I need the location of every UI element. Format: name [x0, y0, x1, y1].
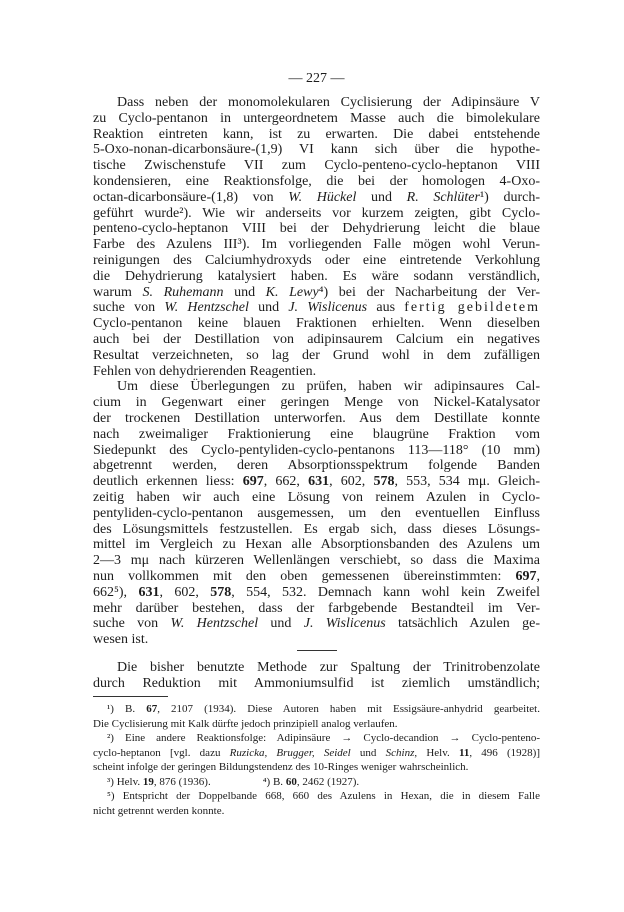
text-run: , Helv. [414, 746, 459, 759]
text-line [93, 221, 540, 237]
footnote-rule [93, 696, 168, 697]
text-run: , 876 (1936). [153, 775, 211, 788]
italic-text-run: R. Schlüter [406, 189, 480, 205]
bold-text-run: 11 [458, 746, 470, 759]
body-text [93, 95, 540, 691]
text-run: ¹) durch- [479, 189, 541, 205]
text-run: ¹) B. [107, 703, 147, 715]
text-line [93, 269, 540, 285]
text-line [93, 569, 540, 585]
text-line [93, 300, 540, 316]
bold-text-run: 631 [308, 474, 330, 490]
paragraph [93, 379, 540, 648]
italic-text-run: J. Wislicenus [288, 300, 368, 316]
italic-text-run: K. Lewy [265, 284, 319, 300]
italic-text-run: J. Wislicenus [303, 616, 386, 632]
text-line [93, 458, 540, 474]
text-run: , 2107 (1934). Diese Autoren haben mit Essigsäure-anhydrid gearbeitet. [157, 703, 540, 715]
text-line [93, 127, 540, 143]
text-line [93, 553, 540, 569]
text-run: , 553, 534 mμ. Gleich- [394, 474, 541, 490]
footnote-line [93, 702, 540, 717]
footnote-line [93, 760, 540, 775]
text-run: cyclo-heptanon [vgl. dazu [93, 746, 230, 759]
text-run: und [223, 284, 266, 300]
text-line [93, 585, 540, 601]
text-line [93, 253, 540, 269]
footnotes [93, 702, 540, 818]
text-line [93, 190, 540, 206]
text-line [93, 427, 540, 443]
text-line [93, 174, 540, 190]
text-line [93, 348, 540, 364]
text-line [93, 443, 540, 459]
bold-text-run: 631 [138, 584, 160, 600]
italic-text-run: W. Hückel [288, 189, 357, 205]
text-run: Fehlen von dehydrierenden Reagentien. [93, 363, 317, 379]
text-run: Cyclo-pentanon keine blauen Fraktionen erhielten. Wenn dieselben [93, 316, 540, 332]
text-run: Resultat verzeichneten, so lag der Grund wohl in dem zufälligen [93, 347, 540, 363]
text-run: ⁵) Entspricht der Doppelbande 668, 660 des Azulens in Hexan, die in diesem Falle [107, 790, 540, 802]
spaced-text-run: fertig gebildetem [404, 300, 540, 316]
bold-text-run: 697 [515, 568, 537, 584]
italic-text-run: Ruzicka, Brugger, Seidel [229, 746, 351, 759]
text-run: des Lösungsmittels festzustellen. Es ergab sich, dass dieses Lösungs- [93, 521, 540, 537]
text-run: , 602, [329, 474, 374, 490]
text-run: abgetrennt werden, deren Absorptionsspektrum folgende Banden [93, 458, 540, 474]
italic-text-run: W. Hentzschel [170, 616, 259, 632]
text-run: , 602, [159, 584, 211, 600]
italic-text-run: S. Ruhemann [142, 284, 224, 300]
italic-text-run: Schinz [385, 746, 415, 759]
text-run: 5-Oxo-nonan-dicarbonsäure-(1,9) VI kann sich über die hypothe- [93, 142, 540, 158]
text-run: , [536, 568, 540, 584]
text-line [93, 506, 540, 522]
text-run: nicht getrennt werden konnte. [93, 804, 225, 817]
text-line [93, 237, 540, 253]
paragraph [93, 95, 540, 379]
text-run: kondensieren, eine Reaktionsfolge, die bei der homologen 4-Oxo- [93, 173, 540, 189]
text-line [93, 158, 540, 174]
bold-text-run: 19 [142, 775, 154, 788]
text-run: auch bei der Destillation von adipinsaurem Calcium ein negatives [93, 331, 540, 347]
text-run: Dass neben der monomolekularen Cyclisierung der Adipinsäure V [117, 95, 540, 110]
text-line [93, 95, 540, 111]
text-run: Um diese Überlegungen zu prüfen, haben wir adipinsaures Cal- [117, 379, 540, 395]
text-run: wesen ist. [93, 632, 149, 648]
text-run: Die Cyclisierung mit Kalk dürfte jedoch prinzipiell analog verlaufen. [93, 717, 398, 730]
text-run: mehr darüber bestehen, dass der farbgebende Bestandteil im Ver- [93, 600, 540, 616]
text-run: , 2462 (1927). [296, 775, 360, 788]
text-run: ³) Helv. [107, 775, 143, 788]
text-run: mittel im Vergleich zu Hexan alle Absorptionsbanden des Azulens um [93, 537, 540, 553]
bold-text-run: 697 [242, 474, 264, 490]
text-line [93, 601, 540, 617]
footnote-line [93, 731, 540, 746]
text-line [93, 285, 540, 301]
text-run: warum [93, 284, 143, 300]
text-run: , 496 (1928)] [469, 746, 540, 759]
text-run: 2—3 mμ nach kürzeren Wellenlängen verschiebt, so dass die Maxima [93, 553, 540, 569]
text-line [93, 206, 540, 222]
text-run: geführt wurde²). Wie wir anderseits vor kurzem zeigten, gibt Cyclo- [93, 205, 540, 221]
text-line [93, 111, 540, 127]
text-run: zu Cyclo-pentanon in untergeordnetem Masse auch die bimolekulare [93, 110, 540, 126]
text-run: octan-dicarbonsäure-(1,8) von [93, 189, 289, 205]
text-line [93, 632, 540, 648]
text-run: und [350, 746, 386, 759]
text-run: tische Zwischenstufe VII zum Cyclo-penteno-cyclo-heptanon VIII [93, 158, 540, 174]
text-run: die Dehydrierung katalysiert haben. Es wäre sodann verständlich, [93, 268, 540, 284]
footnote-line [93, 789, 540, 804]
italic-text-run: W. Hentzschel [164, 300, 249, 316]
text-run: Farbe des Azulens III³). Im vorliegenden Falle mögen wohl Verun- [93, 237, 540, 253]
text-run: Reaktion eintreten kann, ist zu erwarten. Die dabei entstehende [93, 126, 540, 142]
footnote-line [93, 775, 540, 790]
footnote-line [93, 804, 540, 819]
text-line [93, 660, 540, 676]
text-line [93, 676, 540, 692]
section-separator [93, 648, 540, 660]
text-run: pentyliden-cyclo-pentanon ausgemessen, um den eventuellen Einfluss [93, 505, 540, 521]
text-line [93, 316, 540, 332]
text-run: zeitig haben wir auch eine Lösung von reinem Azulen in Cyclo- [93, 489, 540, 505]
text-run: und [356, 189, 407, 205]
text-run: ⁴) bei der Nacharbeitung der Ver- [318, 284, 541, 300]
text-run: , 554, 532. Demnach kann wohl kein Zweifel [231, 584, 541, 600]
text-run: durch Reduktion mit Ammoniumsulfid ist ziemlich umständlich; [93, 675, 540, 691]
text-run: Die bisher benutzte Methode zur Spaltung der Trinitrobenzolate [117, 659, 540, 675]
text-run: und [258, 616, 304, 632]
text-run: Siedepunkt des Cyclo-pentyliden-cyclo-pentanons 113—118° (10 mm) [93, 442, 540, 458]
text-line [93, 395, 540, 411]
text-run: scheint infolge der geringen Bildungstendenz des 10-Ringes weniger wahrscheinlich. [93, 761, 469, 773]
bold-text-run: 578 [373, 474, 395, 490]
text-run: suche von [93, 616, 171, 632]
text-run: nach zweimaliger Fraktionierung eine blaugrüne Fraktion vom [93, 426, 540, 442]
text-line [93, 332, 540, 348]
text-run: ²) Eine andere Reaktionsfolge: Adipinsäure → Cyclo-decandion → Cyclo-penteno- [107, 732, 540, 744]
text-run: nun vollkommen mit den oben gemessenen übereinstimmten: [93, 568, 516, 584]
text-run: tatsächlich Azulen ge- [385, 616, 540, 632]
text-run: , 662, [263, 474, 309, 490]
text-line [93, 490, 540, 506]
footnote-marker: ⁴) B. [262, 775, 286, 788]
text-run: aus [367, 300, 405, 316]
text-line [93, 364, 540, 380]
page-number: — 227 — [288, 71, 345, 86]
text-run: der trockenen Destillation unterworfen. Aus dem Destillate konnte [93, 410, 540, 426]
text-run: penteno-cyclo-heptanon VIII bei der Dehydrierung leicht die blaue [93, 221, 540, 237]
text-line [93, 522, 540, 538]
text-line [93, 142, 540, 158]
text-run: und [248, 300, 289, 316]
text-run: suche von [93, 300, 165, 316]
footnote-line [93, 717, 540, 732]
footnote-line [93, 746, 540, 761]
text-run: deutlich erkennen liess: [93, 474, 243, 490]
separator-rule [297, 650, 337, 651]
bold-text-run: 60 [285, 775, 297, 788]
text-line [93, 537, 540, 553]
bold-text-run: 67 [146, 703, 158, 715]
text-line [93, 379, 540, 395]
text-line [93, 616, 540, 632]
bold-text-run: 578 [210, 584, 232, 600]
paragraph [93, 660, 540, 692]
text-line [93, 411, 540, 427]
text-run: 662⁵), [93, 584, 139, 600]
text-line [93, 474, 540, 490]
text-run: reinigungen des Calciumhydroxyds oder eine eintretende Verkohlung [93, 252, 540, 268]
text-run: cium in Gegenwart einer geringen Menge von Nickel-Katalysator [93, 395, 540, 411]
